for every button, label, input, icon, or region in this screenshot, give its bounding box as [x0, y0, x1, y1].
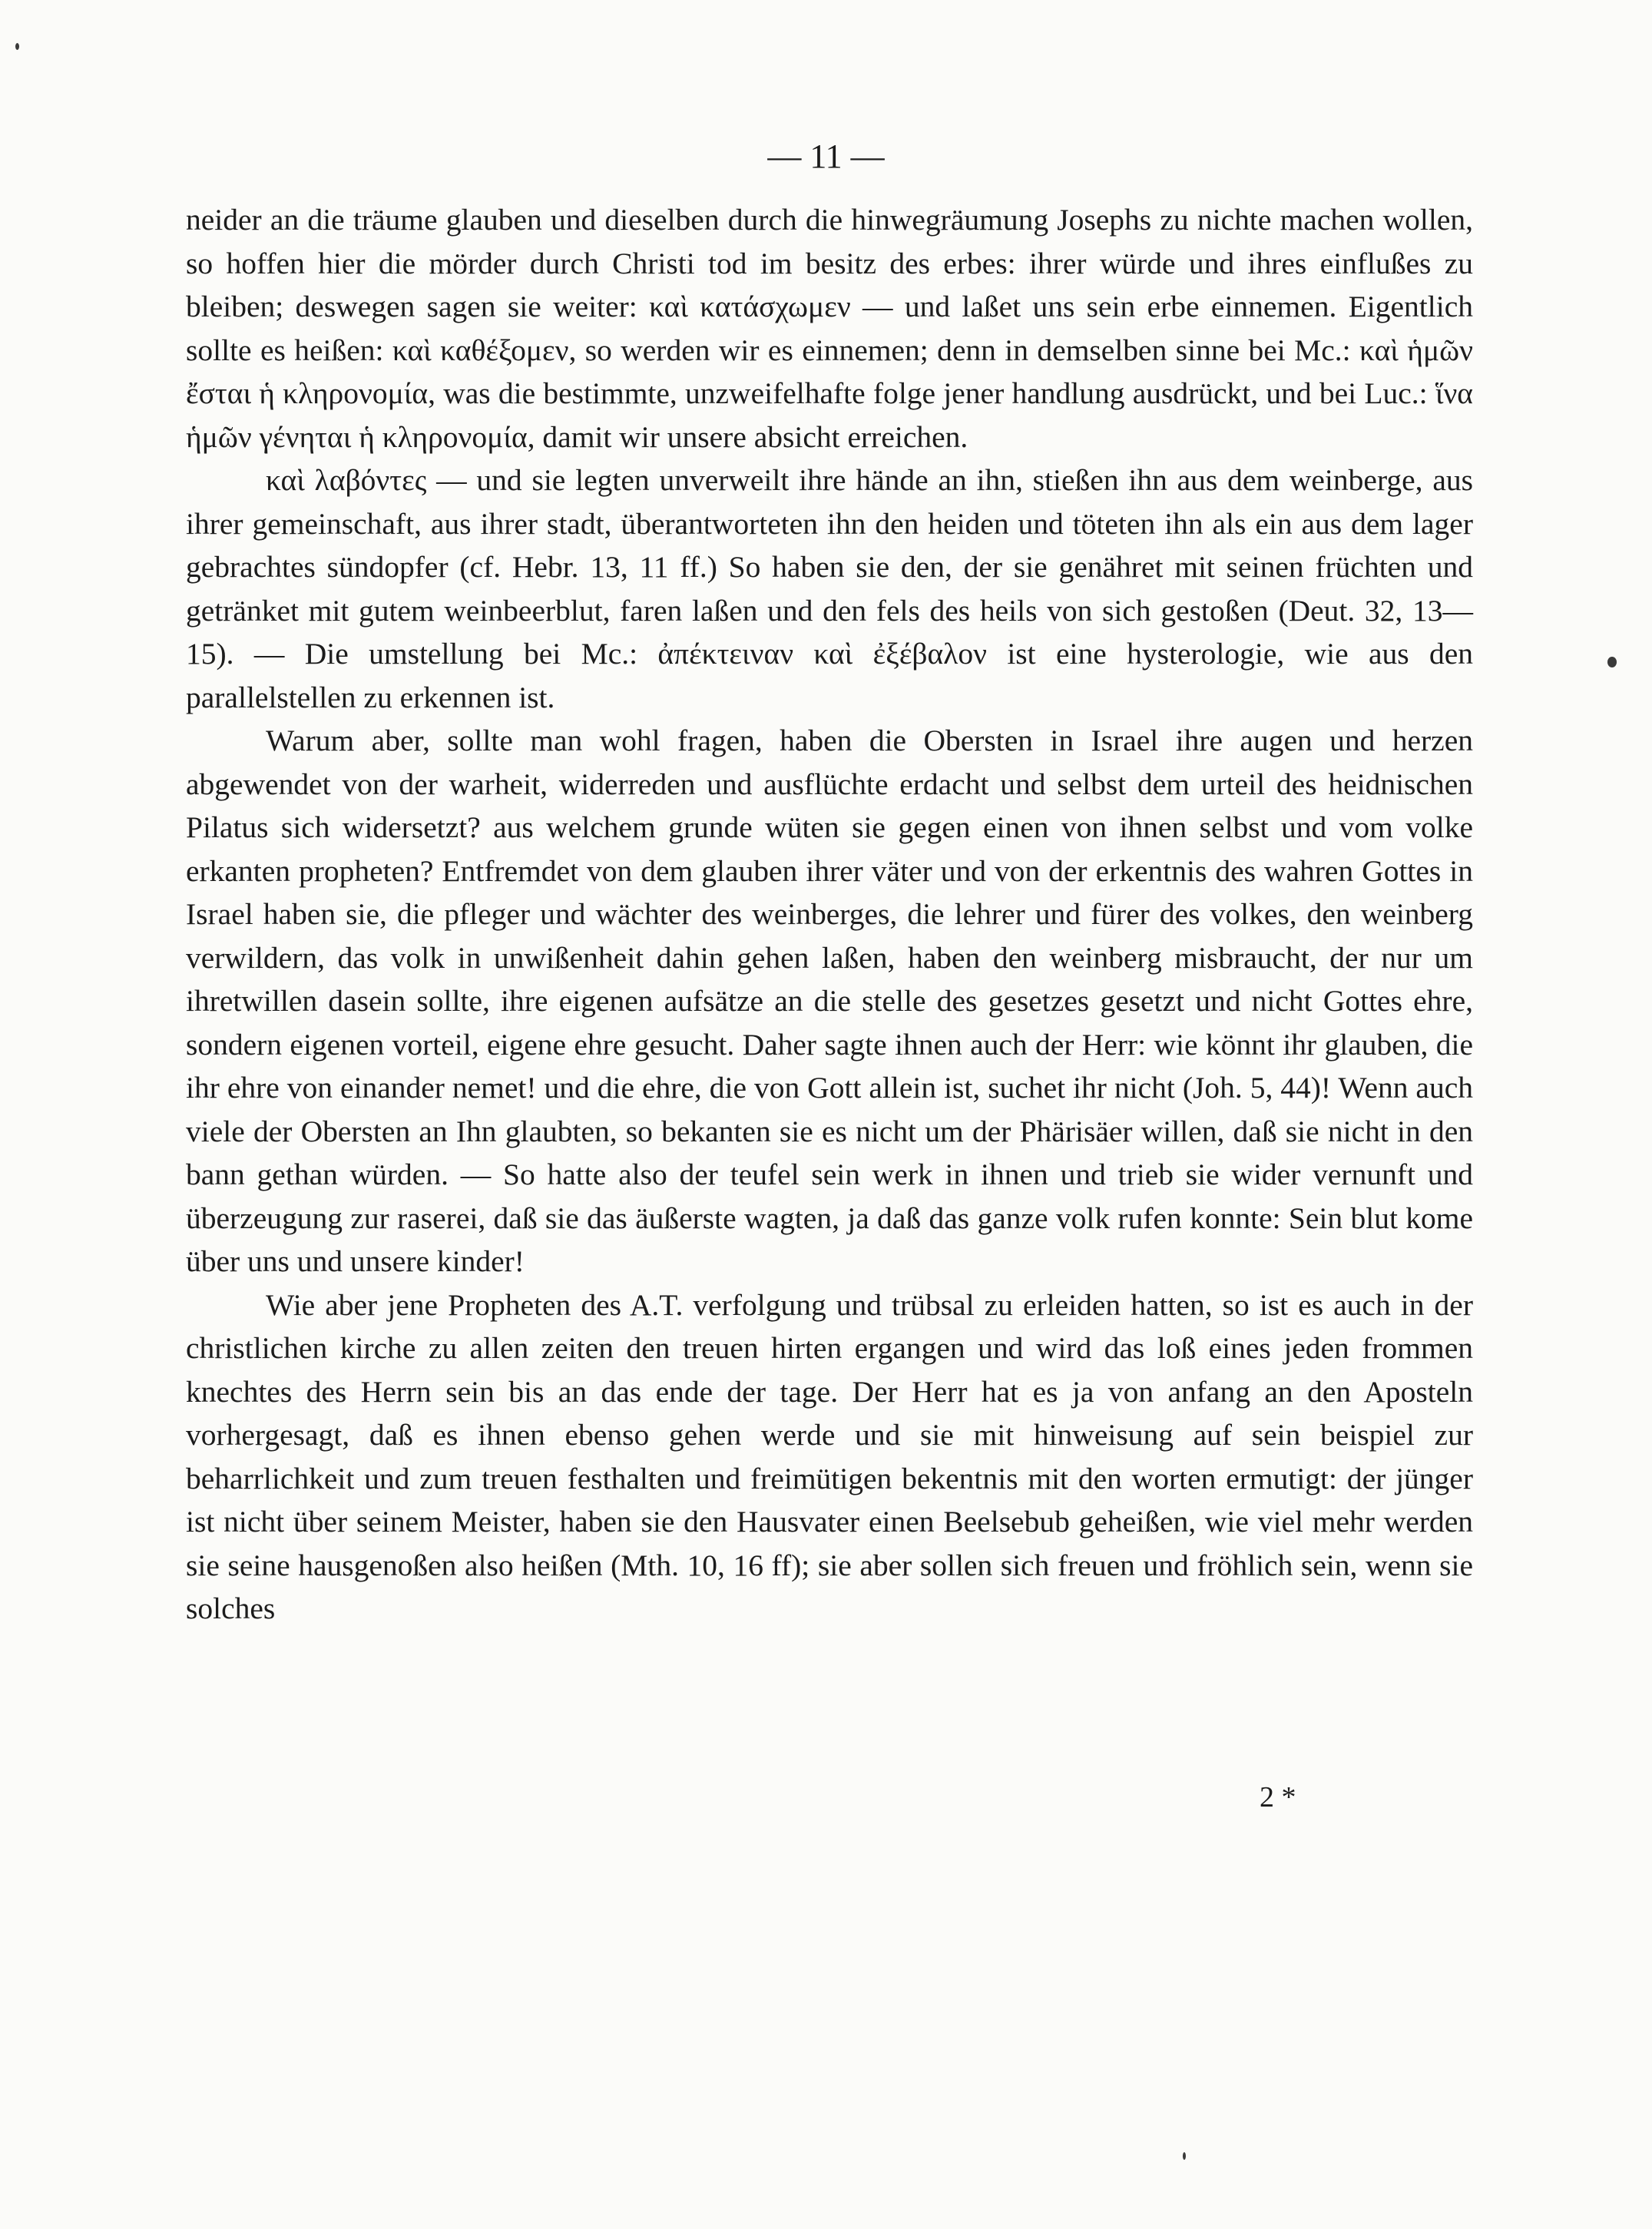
paragraph-1: neider an die träume glauben und dieselben durch die hinwegräumung Josephs zu nichte machen wollen, so hoffen hier die mörder durch Christi tod im besitz des erbes: ihrer würde und ihres einflußes zu bleiben; deswegen sagen sie weiter: καὶ κατάσχωμεν — und laßet uns sein erbe einnemen. Eigentlich sollte es heißen: καὶ καθέξομεν, so werden wir es einnemen; denn in demselben sinne bei Mc.: καὶ ἡμῶν ἔσται ἡ κληρονομία, was die bestimmte, unzweifelhafte folge jener handlung ausdrückt, und bei Luc.: ἵνα ἡμῶν γένηται ἡ κληρονομία, damit wir unsere absicht erreichen. — [186, 203, 1473, 454]
paragraph-2: καὶ λαβόντες — und sie legten unverweilt ihre hände an ihn, stießen ihn aus dem weinberge, aus ihrer gemeinschaft, aus ihrer stadt, überantworteten ihn den heiden und töteten ihn als ein aus dem lager gebrachtes sündopfer (cf. Hebr. 13, 11 ff.) So haben sie den, der sie genähret mit seinen früchten und getränket mit gutem weinbeerblut, faren laßen und den fels des heils von sich gestoßen (Deut. 32, 13—15). — Die umstellung bei Mc.: ἀπέκτειναν καὶ ἐξέβαλον ist eine hysterologie, wie aus den parallelstellen zu erkennen ist. — [186, 463, 1473, 714]
print-speck — [1607, 657, 1617, 667]
paragraph-4: Wie aber jene Propheten des A.T. verfolgung und trübsal zu erleiden hatten, so ist es auch in der christlichen kirche zu allen zeiten den treuen hirten ergangen und wird das loß eines jeden frommen knechtes des Herrn sein bis an das ende der tage. Der Herr hat es ja von anfang an den Aposteln vorhergesagt, daß es ihnen ebenso gehen werde und sie mit hinweisung auf sein beispiel zur beharrlichkeit und zum treuen festhalten und freimütigen bekentnis mit den worten ermutigt: der jünger ist nicht über seinem Meister, haben sie den Hausvater einen Beelsebub geheißen, wie viel mehr werden sie seine hausgenoßen also heißen (Mth. 10, 16 ff); sie aber sollen sich freuen und fröhlich sein, wenn sie solches — [186, 1287, 1473, 1625]
page-number: — 11 — — [767, 137, 885, 175]
paragraph-3: Warum aber, sollte man wohl fragen, haben die Obersten in Israel ihre augen und herzen abgewendet von der warheit, widerreden und ausflüchte erdacht und selbst dem urteil des heidnischen Pilatus sich widersetzt? aus welchem grunde wüten sie gegen einen von ihnen selbst und vom volke erkanten propheten? Entfremdet von dem glauben ihrer väter und von der erkentnis des wahren Gottes in Israel haben sie, die pfleger und wächter des weinberges, die lehrer und fürer des volkes, den weinberg verwildern, das volk in unwißenheit dahin gehen laßen, haben den weinberg misbraucht, der nur um ihretwillen dasein sollte, ihre eigenen aufsätze an die stelle des gesetzes gesetzt und nicht Gottes ehre, sondern eigenen vorteil, eigene ehre gesucht. Daher sagte ihnen auch der Herr: wie könnt ihr glauben, die ihr ehre von einander nemet! und die ehre, die von Gott allein ist, suchet ihr nicht (Joh. 5, 44)! Wenn auch viele der Obersten an Ihn glaubten, so bekanten sie es nicht um der Phärisäer willen, daß sie nicht in den bann gethan würden. — So hatte also der teufel sein werk in ihnen und trieb sie wider vernunft und überzeugung zur raserei, daß sie das äußerste wagten, ja daß das ganze volk rufen konnte: Sein blut kome über uns und unsere kinder! — [186, 724, 1473, 1278]
print-speck — [1183, 2152, 1186, 2160]
signature-mark: 2 * — [1260, 1781, 1296, 1813]
body-text — [186, 198, 1473, 1631]
print-speck — [15, 43, 19, 50]
